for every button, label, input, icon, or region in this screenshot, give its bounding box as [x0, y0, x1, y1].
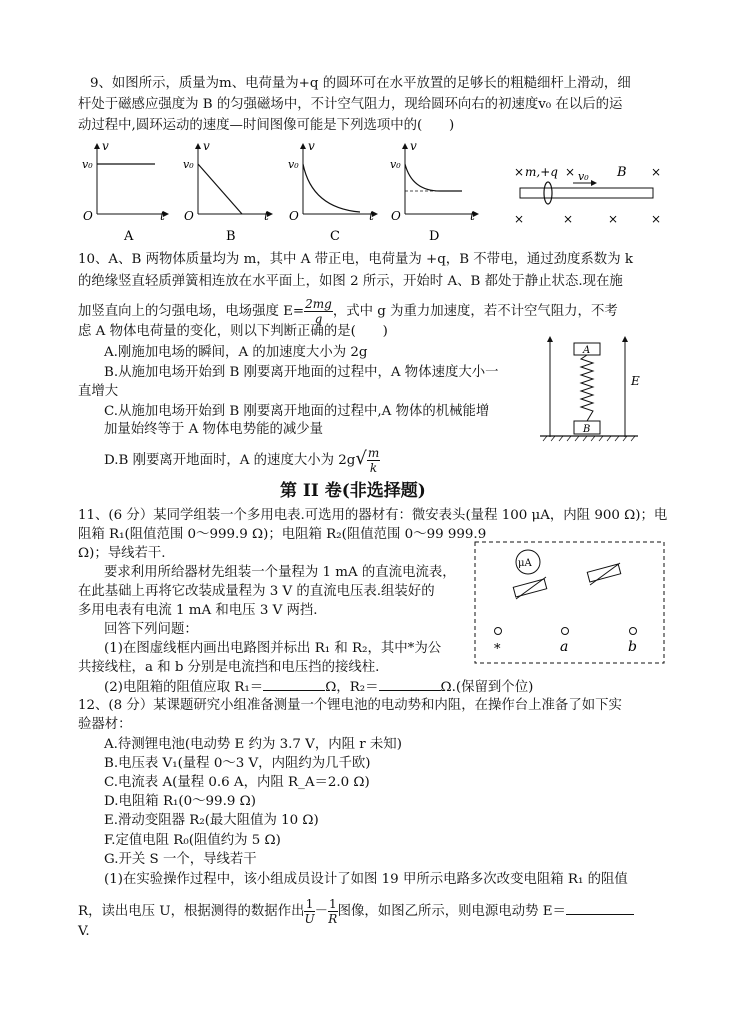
resistor-box-2-arrow	[590, 563, 620, 585]
q12-line-3: (1)在实验操作过程中，该小组成员设计了如图 19 甲所示电路多次改变电阻箱 R₁ 的阻值	[104, 872, 628, 887]
r2-answer-blank[interactable]	[379, 678, 441, 691]
q11-line-3: Ω)；导线若干.	[78, 546, 166, 561]
field-e-label: E	[631, 374, 640, 388]
graph-d-t-label: t	[470, 209, 475, 223]
ring-rod-diagram	[514, 165, 661, 226]
graph-b-t-label: t	[264, 209, 269, 223]
spring	[581, 355, 593, 421]
cross-mark: ×	[514, 165, 525, 179]
q10-figure	[538, 333, 648, 448]
velocity-label: v₀	[578, 170, 589, 183]
terminal-common	[495, 628, 502, 635]
terminal-b-label: b	[628, 639, 637, 655]
graph-c-v0-label: v₀	[288, 158, 299, 171]
option-c-label: C	[330, 229, 340, 244]
terminal-common-label: *	[494, 642, 501, 657]
q9-line-2: 杆处于磁感应强度为 B 的匀强磁场中，不计空气阻力，现给圆环向右的初速度v₀ 在以后的运	[78, 97, 623, 112]
ring-label: m,+q	[525, 165, 558, 179]
q10-line-3a: 加竖直向上的匀强电场，电场强度 E=	[78, 304, 305, 319]
q11-line-5: 在此基础上再将它改装成量程为 3 V 的直流电压表.组装好的	[78, 584, 435, 599]
q10-option-b-1: B.从施加电场开始到 B 刚要离开地面的过程中，A 物体速度大小一	[104, 365, 499, 380]
q9-line-1: 9、如图所示，质量为m、电荷量为+q 的圆环可在水平放置的足够长的粗糙细杆上滑动，细	[90, 76, 631, 91]
frac-1-denominator: U	[304, 912, 315, 926]
graph-c-t-label: t	[369, 209, 374, 223]
dash: －	[314, 904, 328, 919]
q11-line-1: 11、(6 分）某同学组装一个多用电表.可选用的器材有：微安表头(量程 100 μA，内阻 900 Ω)；电	[78, 508, 668, 523]
field-label: B	[617, 165, 627, 180]
q10-option-d	[104, 446, 380, 475]
q11-r2-prompt: Ω，R₂＝	[325, 680, 379, 695]
q10-line-3	[78, 297, 618, 326]
q12-item-d: D.电阻箱 R₁(0～99.9 Ω)	[104, 794, 256, 809]
q11-line-10-end: Ω.(保留到个位)	[440, 680, 534, 695]
q11-line-10	[104, 678, 533, 697]
q12-item-g: G.开关 S 一个，导线若干	[104, 852, 257, 867]
q11-r1-prompt: (2)电阻箱的阻值应取 R₁＝	[104, 680, 264, 695]
option-d-label: D	[429, 229, 440, 244]
q12-line-2: 验器材：	[78, 717, 132, 732]
r1-answer-blank[interactable]	[263, 678, 325, 691]
q12-item-e: E.滑动变阻器 R₂(最大阻值为 10 Ω)	[104, 813, 319, 828]
q12-item-c: C.电流表 A(量程 0.6 A，内阻 R_A＝2.0 Ω)	[104, 775, 370, 790]
cross-mark: ×	[514, 212, 525, 226]
graph-d-v-label: v	[410, 139, 417, 153]
q10-line-4: 虑 A 物体电荷量的变化，则以下判断正确的是( )	[78, 324, 388, 339]
rod	[520, 188, 653, 198]
q11-circuit-box	[474, 541, 666, 665]
frac-2-denominator: R	[328, 912, 338, 926]
graph-d-curve	[405, 164, 462, 191]
frac-2-numerator: 1	[329, 897, 337, 911]
q12-line-5: V.	[78, 924, 90, 939]
cross-mark: ×	[651, 212, 662, 226]
q10-option-b-2: 直增大	[78, 384, 119, 399]
q12-line-4b: 图像，如图乙所示，则电源电动势 E＝	[337, 904, 566, 919]
terminal-a-label: a	[560, 639, 569, 655]
graph-c-origin: O	[289, 209, 299, 223]
q9-graphs	[0, 136, 737, 246]
terminal-a	[562, 628, 569, 635]
section-title: 第 II 卷(非选择题)	[280, 481, 426, 501]
q10-line-2: 的绝缘竖直轻质弹簧相连放在水平面上，如图 2 所示，开始时 A、B 都处于静止状态.现在施	[78, 274, 623, 289]
graph-d	[390, 139, 478, 244]
resistor-box-1-arrow	[516, 577, 546, 599]
graph-a-origin: O	[83, 209, 93, 223]
ring	[544, 182, 552, 204]
ground-hatch	[543, 436, 635, 441]
fraction-one-over-u	[304, 897, 314, 926]
q11-line-8: (1)在图虚线框内画出电路图并标出 R₁ 和 R₂，其中*为公	[104, 641, 442, 656]
q11-line-6: 多用电表有电流 1 mA 和电压 3 V 两挡.	[78, 603, 318, 618]
q11-line-7: 回答下列问题：	[104, 622, 198, 637]
graph-c-curve	[303, 164, 360, 212]
q10-option-c-1: C.从施加电场开始到 B 刚要离开地面的过程中,A 物体的机械能增	[104, 404, 490, 419]
field-fraction	[304, 297, 333, 326]
sqrt-expression: √ $\frac{m}{k}$	[355, 446, 380, 475]
graph-b-origin: O	[184, 209, 194, 223]
graph-b	[183, 139, 272, 244]
cross-mark: ×	[565, 165, 576, 179]
q10-line-3b: ，式中 g 为重力加速度，若不计空气阻力，不考	[332, 304, 618, 319]
option-b-label: B	[226, 229, 236, 244]
graph-a	[82, 139, 168, 244]
microammeter-label: μA	[518, 558, 532, 569]
resistor-box-1-icon	[513, 579, 546, 597]
graph-b-curve	[198, 164, 242, 214]
option-a-label: A	[124, 229, 134, 244]
frac-numerator: 2mg	[305, 297, 332, 311]
q10-option-a: A.刚施加电场的瞬间，A 的加速度大小为 2g	[104, 345, 368, 360]
q11-line-9: 共接线柱，a 和 b 分别是电流挡和电压挡的接线柱.	[78, 660, 380, 675]
block-b-label: B	[583, 424, 591, 435]
q10-option-d-text: D.B 刚要离开地面时，A 的速度大小为 2g	[104, 453, 356, 468]
q11-line-2: 阻箱 R₁(阻值范围 0～999.9 Ω)；电阻箱 R₂(阻值范围 0～99 999.9	[78, 527, 487, 542]
graph-a-t-label: t	[160, 209, 165, 223]
cross-mark: ×	[651, 165, 662, 179]
frac-1-numerator: 1	[305, 897, 314, 911]
graph-c-v-label: v	[308, 139, 315, 153]
q12-item-a: A.待测锂电池(电动势 E 约为 3.7 V，内阻 r 未知)	[104, 737, 402, 752]
graph-b-v-label: v	[203, 139, 210, 153]
emf-answer-blank[interactable]	[566, 902, 634, 915]
graph-c	[288, 139, 377, 244]
sqrt-denominator: k	[369, 461, 378, 475]
q12-line-1: 12、(8 分）某课题研究小组准备测量一个锂电池的电动势和内阻，在操作台上准备了如下实	[78, 698, 622, 713]
cross-mark: ×	[608, 212, 619, 226]
graph-a-v0-label: v₀	[82, 158, 93, 171]
q12-item-f: F.定值电阻 R₀(阻值约为 5 Ω)	[104, 833, 281, 848]
q10-line-1: 10、A、B 两物体质量均为 m，其中 A 带正电，电荷量为 +q，B 不带电，通过劲度系数为 k	[78, 252, 633, 267]
graph-d-origin: O	[391, 209, 401, 223]
q12-item-b: B.电压表 V₁(量程 0～3 V，内阻约为几千欧)	[104, 756, 371, 771]
q10-option-c-2: 加量始终等于 A 物体电势能的减少量	[104, 422, 324, 437]
terminal-b	[630, 628, 637, 635]
q12-line-4a: R，读出电压 U，根据测得的数据作出	[78, 904, 305, 919]
fraction-one-over-r	[328, 897, 338, 926]
q11-line-4: 要求利用所给器材先组装一个量程为 1 mA 的直流电流表，	[104, 565, 456, 580]
sqrt-numerator: m	[367, 446, 380, 460]
frac-denominator: q	[314, 312, 323, 326]
cross-mark: ×	[563, 212, 574, 226]
graph-d-v0-label: v₀	[390, 158, 401, 171]
q9-line-3: 动过程中,圆环运动的速度—时间图像可能是下列选项中的( )	[78, 118, 455, 133]
q12-line-4	[78, 897, 634, 926]
graph-b-v0-label: v₀	[183, 158, 194, 171]
graph-a-v-label: v	[102, 139, 109, 153]
block-a-label: A	[583, 345, 591, 356]
